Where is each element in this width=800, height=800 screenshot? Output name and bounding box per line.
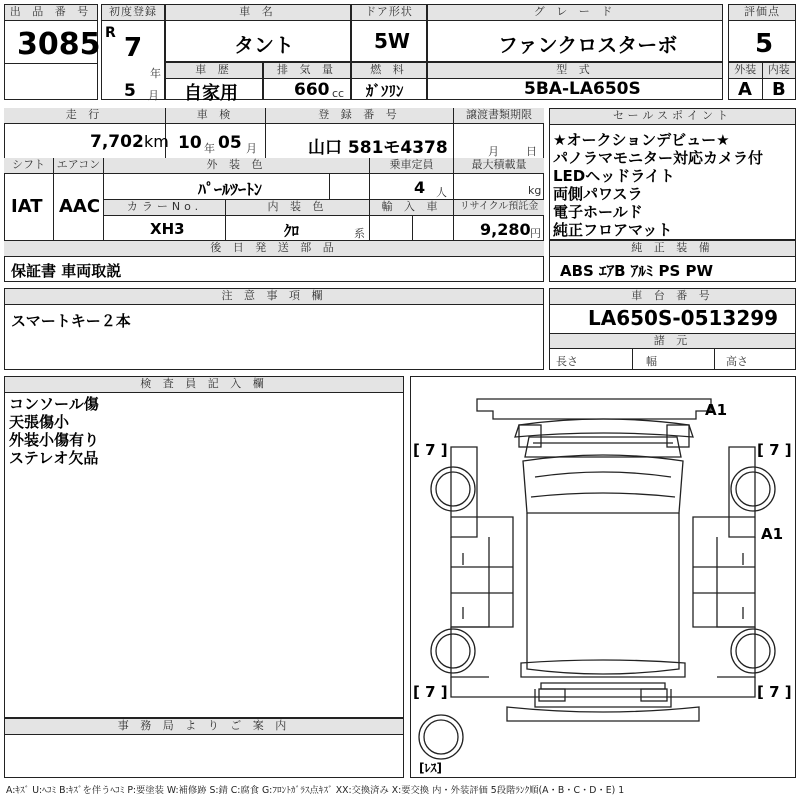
recycle-cell <box>454 200 544 240</box>
displacement-label: 排 気 量 <box>264 63 350 79</box>
door-label: ドア形状 <box>352 5 426 21</box>
capacity-label: 乗車定員 <box>370 158 453 174</box>
inspection-cell <box>166 108 266 158</box>
inspection-label: 車 検 <box>166 108 265 124</box>
later-parts-header <box>4 240 544 256</box>
lot-number-label: 出 品 番 号 <box>5 5 97 21</box>
mileage: 7,702 <box>90 132 144 152</box>
yen-unit: 円 <box>530 227 541 240</box>
history: 自家用 <box>184 83 238 104</box>
recycle-fee: 9,280 <box>480 220 531 239</box>
registration-label: 初度登録 <box>102 5 164 21</box>
inspection-month-unit: 月 <box>246 142 257 155</box>
inspection-month: 05 <box>218 133 242 153</box>
tire-tread-rear-right: [ 7 ] <box>757 683 792 701</box>
era: R <box>105 25 116 41</box>
car-name-box <box>165 4 351 62</box>
transfer-label: 譲渡書類期限 <box>454 108 544 124</box>
inspection-year: 10 <box>178 133 202 153</box>
transfer-cell <box>454 108 544 158</box>
spare-tire-label: [ﾚｽ] <box>419 761 442 775</box>
capacity-cell <box>370 158 454 200</box>
chassis-number: LA650S-0513299 <box>588 306 779 330</box>
chassis-label: 車 台 番 号 <box>550 289 795 305</box>
sales-points-box <box>549 108 796 240</box>
sales-point: 純正フロアマット <box>553 221 673 239</box>
equipment-box <box>549 240 796 282</box>
registration-month: 5 <box>124 81 136 101</box>
score: 5 <box>755 29 774 59</box>
later-parts: 保証書 車両取説 <box>11 262 122 280</box>
history-label: 車 歴 <box>166 63 262 79</box>
later-parts-label: 後 日 発 送 部 品 <box>4 241 544 256</box>
width-label: 幅 <box>646 355 657 368</box>
inspector-note: ステレオ欠品 <box>9 449 99 467</box>
int-color-cell <box>226 200 370 240</box>
ext-score: A <box>738 79 752 100</box>
fuel: ｶﾞｿﾘﾝ <box>366 82 404 100</box>
shift-label: シフト <box>4 158 53 174</box>
year-unit: 年 <box>150 67 161 80</box>
color-label: 外 装 色 <box>104 158 369 174</box>
dimensions-label: 諸 元 <box>550 334 795 349</box>
history-box <box>165 62 263 104</box>
plate-label: 登 録 番 号 <box>266 108 453 124</box>
score-box <box>728 4 796 62</box>
notes: スマートキー２本 <box>11 312 131 330</box>
sales-point: 電子ホールド <box>553 203 643 221</box>
import-label: 輸 入 車 <box>370 200 453 216</box>
color-number: XH3 <box>150 220 185 238</box>
sales-point: LEDヘッドライト <box>553 167 675 185</box>
car-name-label: 車 名 <box>166 5 350 21</box>
grade-label: グ レ ー ド <box>428 5 722 21</box>
load-unit: kg <box>528 184 542 197</box>
fuel-box <box>351 62 427 100</box>
height-label: 高さ <box>726 355 748 368</box>
sales-point: ★オークションデビュー★ <box>553 131 730 149</box>
lot-number: 3085 <box>17 27 101 62</box>
load-label: 最大積載量 <box>454 158 544 174</box>
car-outline-icon <box>411 377 795 777</box>
color-no-label: カラーNo. <box>104 200 225 216</box>
sales-points-label: セールスポイント <box>550 109 795 125</box>
interior-color: ｸﾛ <box>284 222 300 240</box>
registration-year: 7 <box>124 33 143 63</box>
door-type: 5W <box>374 29 410 53</box>
int-color-unit: 系 <box>354 227 365 240</box>
km-unit: km <box>144 132 169 151</box>
office-label: 事 務 局 よ り ご 案 内 <box>5 719 403 735</box>
notes-label: 注 意 事 項 欄 <box>5 289 543 305</box>
door-box <box>351 4 427 62</box>
lot-number-box <box>4 4 101 100</box>
displacement: 660 <box>294 80 330 100</box>
plate-number: 山口 581モ4378 <box>308 138 448 158</box>
capacity-unit: 人 <box>436 186 447 199</box>
recycle-label: リサイクル預託金 <box>454 200 544 216</box>
tire-tread-front-left: [ 7 ] <box>413 441 448 459</box>
mileage-cell <box>4 108 169 158</box>
equipment: ABS ｴｱB ｱﾙﾐ PS PW <box>560 262 714 280</box>
plate-cell <box>266 108 454 158</box>
grade: ファンクロスターボ <box>498 33 678 57</box>
import-cell <box>370 200 454 240</box>
sales-point: 両側パワスラ <box>553 185 643 203</box>
inspector-note: コンソール傷 <box>9 395 99 413</box>
tire-tread-rear-left: [ 7 ] <box>413 683 448 701</box>
fuel-label: 燃 料 <box>352 63 426 79</box>
transfer-day: 日 <box>526 145 537 158</box>
inspector-note: 外装小傷有り <box>9 431 100 449</box>
load-cell <box>454 158 544 200</box>
registration-box <box>101 4 165 100</box>
int-label: 内装 <box>767 63 790 76</box>
exterior-color: ﾊﾟｰﾙﾂｰﾄﾝ <box>198 180 263 199</box>
car-diagram <box>410 376 796 778</box>
ac-cell <box>54 158 104 240</box>
inspection-year-unit: 年 <box>204 142 215 155</box>
damage-mark: A1 <box>705 401 728 419</box>
inspector-note: 天張傷小 <box>9 413 70 431</box>
later-parts-box <box>4 256 544 282</box>
shift-cell <box>4 158 54 240</box>
sales-points-list <box>553 131 763 239</box>
month-unit: 月 <box>148 89 159 102</box>
legend: A:ｷｽﾞ U:ﾍｺﾐ B:ｷｽﾞを伴うﾍｺﾐ P:要塗装 W:補修跡 S:錆 C:腐食 G:ﾌﾛﾝﾄｶﾞﾗｽ点ｷｽﾞ XX:交換済み X:要交換 内・外装評価 5段階ﾗﾝｸ順(A・B・C・D・E) 1 <box>6 785 625 796</box>
notes-box <box>4 288 544 370</box>
model-box <box>427 62 723 100</box>
damage-mark: A1 <box>761 525 784 543</box>
length-label: 長さ <box>556 355 578 368</box>
mileage-label: 走 行 <box>4 108 165 124</box>
model-label: 型 式 <box>428 63 722 79</box>
displacement-box <box>263 62 351 100</box>
capacity: 4 <box>414 178 426 197</box>
inspector-notes <box>9 395 99 467</box>
grade-box <box>427 4 723 62</box>
int-score: B <box>772 79 786 100</box>
transfer-month: 月 <box>488 145 499 158</box>
equipment-label: 純 正 装 備 <box>550 241 795 257</box>
sales-point: パノラマモニター対応カメラ付 <box>553 149 764 167</box>
office-box <box>4 718 404 778</box>
score-label: 評価点 <box>729 5 795 21</box>
condition-labels <box>729 63 795 79</box>
inspector-label: 検 査 員 記 入 欄 <box>5 377 403 393</box>
chassis-box <box>549 288 796 370</box>
shift: IAT <box>11 196 43 217</box>
inspector-box <box>4 376 404 718</box>
color-no-cell <box>104 200 226 240</box>
ac-label: エアコン <box>54 158 103 174</box>
ext-label: 外装 <box>729 63 763 78</box>
tire-tread-front-right: [ 7 ] <box>757 441 792 459</box>
air-conditioner: AAC <box>59 196 101 217</box>
condition-box <box>728 62 796 100</box>
cc-unit: cc <box>332 87 345 100</box>
color-cell <box>104 158 370 200</box>
model-code: 5BA-LA650S <box>524 79 641 99</box>
car-name: タント <box>234 33 294 57</box>
int-color-label: 内 装 色 <box>226 200 369 216</box>
